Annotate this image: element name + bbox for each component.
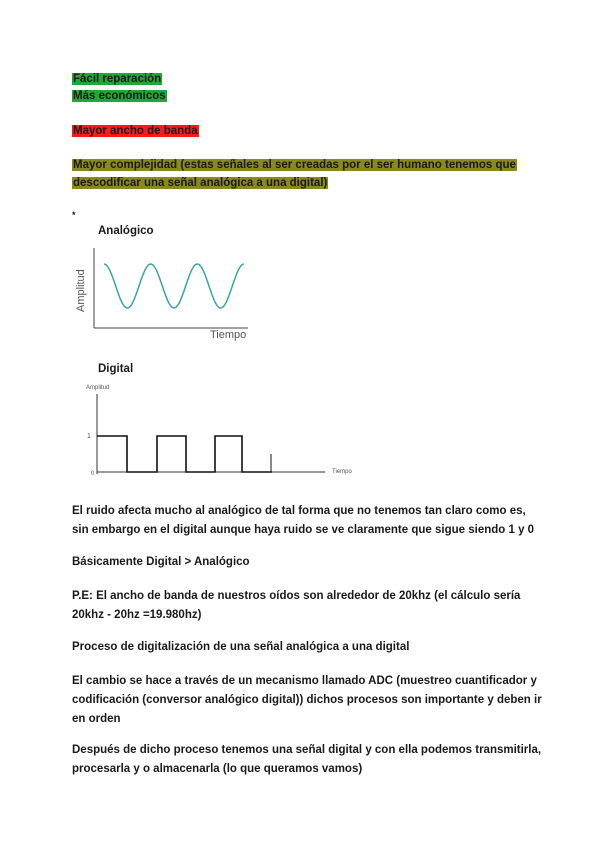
text-line-3 [72, 124, 199, 139]
text-line-1 [72, 72, 162, 87]
paragraph-adc: El cambio se hace a través de un mecanismo llamado ADC (muestreo cuantificador y codificación (conversor analógico digital)) dichos procesos son importante y deben ir en orden [72, 675, 542, 725]
digital-signal-figure [80, 380, 370, 480]
digital-title: Digital [98, 363, 134, 375]
digital-tick-high: 1 [87, 433, 91, 440]
highlight-green-1: Fácil reparación [73, 73, 162, 85]
highlight-olive-2: descodificar una señal analógica a una digital) [73, 177, 328, 189]
analog-ylabel: Amplitud [75, 269, 87, 312]
paragraph-digital-vs-analog: Básicamente Digital > Analógico [72, 556, 250, 568]
analog-signal-figure [72, 240, 252, 350]
analog-xlabel: Tiempo [210, 329, 247, 341]
paragraph-after-process: Después de dicho proceso tenemos una señal digital y con ella podemos transmitirla, procesarla y o almacenarla (lo que queramos vamos) [72, 744, 542, 775]
text-line-5 [72, 176, 328, 191]
text-line-2 [72, 89, 167, 104]
paragraph-bandwidth-example: P.E: El ancho de banda de nuestros oídos son alrededor de 20khz (el cálculo sería 20khz - 20hz =19.980hz) [72, 590, 521, 621]
highlight-green-2: Más económicos [73, 90, 166, 102]
paragraph-noise: El ruido afecta mucho al analógico de tal forma que no tenemos tan claro como es, sin embargo en el digital aunque haya ruido se ve claramente que sigue siendo 1 y 0 [72, 505, 535, 536]
digital-ylabel: Amplitud [86, 385, 110, 391]
analog-sine-wave [104, 264, 244, 308]
highlight-red: Mayor ancho de banda [73, 125, 198, 137]
bullet-mark: * [72, 210, 76, 220]
highlight-olive-1: Mayor complejidad (estas señales al ser creadas por el ser humano tenemos que [73, 159, 516, 171]
analog-title: Analógico [98, 225, 154, 237]
digital-square-wave [97, 436, 272, 472]
digital-xlabel: Tiempo [332, 469, 352, 475]
paragraph-digitization-heading: Proceso de digitalización de una señal analógica a una digital [72, 641, 410, 653]
text-line-4 [72, 158, 517, 173]
digital-tick-low: 0 [91, 471, 95, 477]
